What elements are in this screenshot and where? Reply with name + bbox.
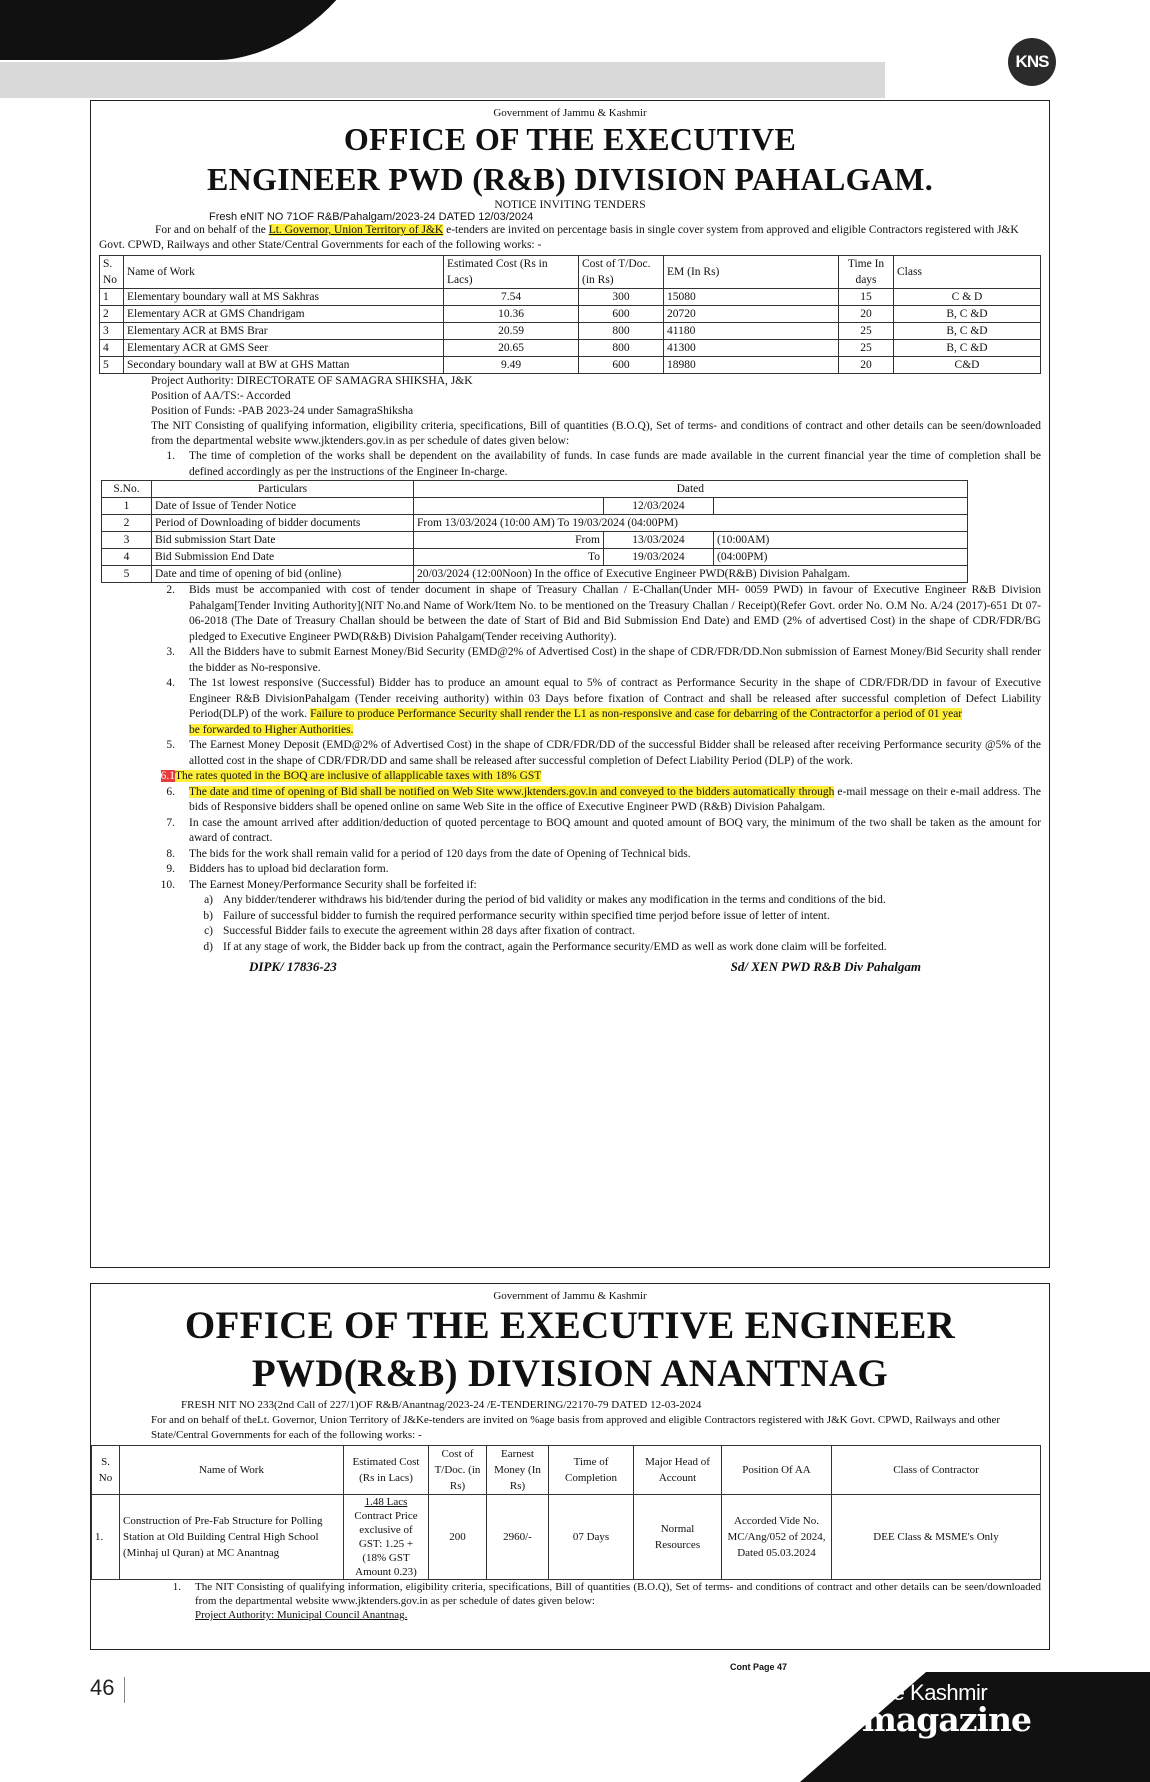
- anantnag-th: S. No: [92, 1446, 120, 1495]
- works-th: EM (In Rs): [664, 256, 839, 289]
- list-item: 4. The 1st lowest responsive (Successful) Bidder has to produce an amount equal to 5% of contract as Performance Security in the shape of CDR/FDR/DD in favour of Executive Engineer R&B DivisionPahalgam (Tender receiving authority) within 03 Days before fixation of Contract and shall be released after successful completion of Defect Liability Period(DLP) of the work. Failure to produce Performance Security shall render the L1 as non-responsive and case for debarring of the Contractorfor a period of 01 year be forwarded to Higher Authorities.: [166, 677, 1041, 736]
- brand-logo-top: The Kashmir: [868, 1680, 988, 1705]
- government-line: Government of Jammu & Kashmir: [493, 107, 647, 119]
- intro-highlight: Lt. Governor, Union Territory of J&K: [268, 224, 444, 236]
- corner-decoration: [0, 0, 363, 60]
- table-row: 1 Date of Issue of Tender Notice 12/03/2024: [102, 498, 968, 515]
- works-th: Name of Work: [124, 256, 444, 289]
- table-row: 3 Bid submission Start Date From 13/03/2024 (10:00AM): [102, 532, 968, 549]
- list-item: 8. The bids for the work shall remain valid for a period of 120 days from the date of Opening of Technical bids.: [166, 847, 691, 860]
- anantnag-th: Estimated Cost (Rs in Lacs): [344, 1446, 429, 1495]
- anantnag-works-table: [91, 1445, 1041, 1580]
- intro-paragraph: For and on behalf of the Lt. Governor, Union Territory of J&K e-tenders are invited on percentage basis in single cover system from approved and eligible Contractors registered with J&K Govt. CPWD, Railways and other State/Central Governments for each of the following works: -: [99, 224, 1019, 251]
- table-row: 1. Construction of Pre-Fab Structure for Polling Station at Old Building Central High School (Minhaj ul Quran) at MC Anantnag 1.48 Lacs Contract Price exclusive of GST: 1.25 + (18% GST Amount 0.23) 200 2960/- 07 Days Normal Resources Accorded Vide No. MC/Ang/052 of 2024, Dated 05.03.2024 DEE Class & MSME's Only: [92, 1495, 1041, 1580]
- notice-title-line2: PWD(R&B) DIVISION ANANTNAG: [251, 1352, 889, 1395]
- header-gray-bar: [0, 62, 885, 98]
- anantnag-th: Major Head of Account: [634, 1446, 722, 1495]
- schedule-table: [101, 480, 968, 583]
- table-row: 4 Bid Submission End Date To 19/03/2024 (04:00PM): [102, 549, 968, 566]
- works-th: Cost of T/Doc. (in Rs): [579, 256, 664, 289]
- list-item: 1. The time of completion of the works shall be dependent on the availability of funds. In case funds are made available in the current financial year the time of completion shall be defined accordingly as per the instructions of the Engineer In-charge.: [166, 450, 1041, 478]
- nit-reference: FRESH NIT NO 233(2nd Call of 227/1)OF R&B/Anantnag/2023-24 /E-TENDERING/22170-79 DATED 12-03-2024: [181, 1399, 702, 1411]
- signature-line: [249, 959, 921, 975]
- table-row: 3 Elementary ACR at BMS Brar 20.59 800 41180 25 B, C &D: [100, 323, 1041, 340]
- schedule-header: [102, 481, 968, 498]
- list-item: 3. All the Bidders have to submit Earnest Money/Bid Security (EMD@2% of Advertised Cost) in the shape of CDR/FDR/DD.Non submission of Earnest Money/Bid Security shall render the bidder as No-responsive.: [166, 646, 1041, 674]
- table-row: 5 Date and time of opening of bid (online) 20/03/2024 (12:00Noon) In the office of Executive Engineer PWD(R&B) Division Pahalgam.: [102, 566, 968, 583]
- project-authority: Project Authority: DIRECTORATE OF SAMAGRA SHIKSHA, J&K: [151, 375, 473, 387]
- anantnag-th: Cost of T/Doc. (in Rs): [429, 1446, 487, 1495]
- list-item: [139, 769, 1041, 785]
- list-item: c) Successful Bidder fails to execute the agreement within 28 days after fixation of contract.: [204, 925, 635, 937]
- kns-logo: KNS: [1008, 38, 1056, 86]
- schedule-th: Particulars: [152, 481, 414, 498]
- anantnag-th: Position Of AA: [722, 1446, 832, 1495]
- list-item: b) Failure of successful bidder to furnish the required performance security within specified time perjod before issue of letter of intent.: [203, 909, 830, 922]
- works-table-header: [100, 256, 1041, 289]
- works-th: Class: [894, 256, 1041, 289]
- anantnag-th: Time of Completion: [549, 1446, 634, 1495]
- notice-subtitle: NOTICE INVITING TENDERS: [494, 199, 646, 211]
- works-th: Estimated Cost (Rs in Lacs): [444, 256, 579, 289]
- gst-highlight: The rates quoted in the BOQ are inclusive of allapplicable taxes with 18% GST: [175, 770, 542, 782]
- works-th: Time In days: [839, 256, 894, 289]
- signatory: Sd/ XEN PWD R&B Div Pahalgam: [730, 959, 921, 974]
- government-line: Government of Jammu & Kashmir: [493, 1290, 647, 1302]
- list-item: 10. The Earnest Money/Performance Security shall be forfeited if:: [160, 878, 477, 891]
- dipk-number: DIPK/ 17836-23: [249, 959, 337, 974]
- table-row: 5 Secondary boundary wall at BW at GHS Mattan 9.49 600 18980 20 C&D: [100, 357, 1041, 374]
- list-item: 6. The date and time of opening of Bid shall be notified on Web Site www.jktenders.gov.in and conveyed to the bidders automatically through e-mail message on their e-mail address. The bids of Responsive bidders shall be opened online on same Web Site in the office of Executive Engineer PWD (R&B) Division Pahalgam.: [166, 785, 1041, 813]
- performance-security-highlight: Failure to produce Performance Security shall render the L1 as non-responsive and case for debarring of the Contractorfor a period of 01 year: [310, 708, 963, 720]
- notice-pahalgam: [90, 100, 1050, 1268]
- schedule-th: S.No.: [102, 481, 152, 498]
- table-row: 2 Period of Downloading of bidder documents From 13/03/2024 (10:00 AM) To 19/03/2024 (04:00PM): [102, 515, 968, 532]
- table-row: 2 Elementary ACR at GMS Chandrigam 10.36 600 20720 20 B, C &D: [100, 306, 1041, 323]
- continued-note: Cont Page 47: [730, 1662, 788, 1672]
- item-6-1-marker: 6.1: [160, 770, 175, 782]
- works-table: [99, 255, 1041, 374]
- anantnag-th: Name of Work: [120, 1446, 344, 1495]
- list-item: 5. The Earnest Money Deposit (EMD@2% of Advertised Cost) in the shape of CDR/FDR/DD of the successful Bidder shall be released after receiving Performance security @5% of the allotted cost in the shape of CDR/FDR/DD and same shall be released after successful completion of Defect Liability Period (DLP) of the work.: [166, 739, 1041, 767]
- project-authority: Project Authority: Municipal Council Anantnag.: [195, 1609, 408, 1621]
- website-highlight: The date and time of opening of Bid shall be notified on Web Site www.jktenders.gov.in and conveyed to the bidders automatically through: [189, 785, 835, 798]
- nit-consisting: The NIT Consisting of qualifying information, eligibility criteria, specifications, Bill of quantities (B.O.Q), Set of terms- and conditions of contract and other details can be seen/downloaded from the departmental website www.jktenders.gov.in as per schedule of dates given below:: [151, 420, 1041, 447]
- brand-logo-bottom: magazine: [862, 1700, 1032, 1739]
- list-item: 7. In case the amount arrived after addition/deduction of quoted percentage to BOQ amount and quoted amount of BOQ vary, the minimum of the two shall be taken as the amount for award of contract.: [166, 816, 1041, 844]
- schedule-th: Dated: [414, 481, 968, 498]
- list-item: 2. Bids must be accompanied with cost of tender document in shape of Treasury Challan / E-Challan(Under MH- 0059 PWD) in favour of Executive Engineer R&B Division Pahalgam[Tender Inviting Authority](NIT No.and Name of Work/Item No. to be mentioned on the Treasury Challan / Receipt)(Refer Govt. order No. O.M No. A/24 (2017)-651 Dt 07-06-2018 (The Date of Treasury Challan should be between the date of Start of Bid and Bid Submission End Date) and EMD (2% of advertised Cost) in the shape of CDR/FDR/BG pledged to Executive Engineer PWD(R&B) Division Pahalgam(Tender receiving Authority).: [166, 584, 1041, 643]
- notice-anantnag: [90, 1283, 1050, 1650]
- position-funds: Position of Funds: -PAB 2023-24 under SamagraShiksha: [151, 405, 414, 417]
- anantnag-table-header: [92, 1446, 1041, 1495]
- list-item: 1. The NIT Consisting of qualifying information, eligibility criteria, specifications, Bill of quantities (B.O.Q), Set of terms- and conditions of contract and other details can be seen/downloaded from the departmental website www.jktenders.gov.in as per schedule of dates given below:: [172, 1581, 1041, 1607]
- list-item: a) Any bidder/tenderer withdraws his bid/tender during the period of bid validity or makes any modification in the terms and conditions of the bid.: [204, 894, 886, 906]
- table-row: 1 Elementary boundary wall at MS Sakhras 7.54 300 15080 15 C & D: [100, 289, 1041, 306]
- position-aa: Position of AA/TS:- Accorded: [151, 390, 291, 402]
- anantnag-th: Earnest Money (In Rs): [487, 1446, 549, 1495]
- notice-title-line1: OFFICE OF THE EXECUTIVE: [343, 121, 797, 157]
- anantnag-th: Class of Contractor: [832, 1446, 1041, 1495]
- works-th: S. No: [100, 256, 124, 289]
- notice-title-line2: ENGINEER PWD (R&B) DIVISION PAHALGAM.: [206, 161, 934, 197]
- table-row: 4 Elementary ACR at GMS Seer 20.65 800 41300 25 B, C &D: [100, 340, 1041, 357]
- list-item: 9. Bidders has to upload bid declaration form.: [166, 863, 389, 875]
- nit-reference: Fresh eNIT NO 71OF R&B/Pahalgam/2023-24 DATED 12/03/2024: [209, 211, 534, 223]
- notice-title-line1: OFFICE OF THE EXECUTIVE ENGINEER: [184, 1304, 956, 1347]
- page-number: 46: [90, 1675, 115, 1700]
- intro-paragraph: For and on behalf of theLt. Governor, Union Territory of J&Ke-tenders are invited on %age basis from approved and eligible Contractors registered with J&K Govt. CPWD, Railways and other State/Central Governments for each of the following works: -: [151, 1414, 1001, 1441]
- performance-security-highlight-2: be forwarded to Higher Authorities.: [189, 723, 354, 736]
- list-item: d) If at any stage of work, the Bidder back up from the contract, again the Performance security/EMD as well as work done claim will be forfeited.: [203, 940, 887, 953]
